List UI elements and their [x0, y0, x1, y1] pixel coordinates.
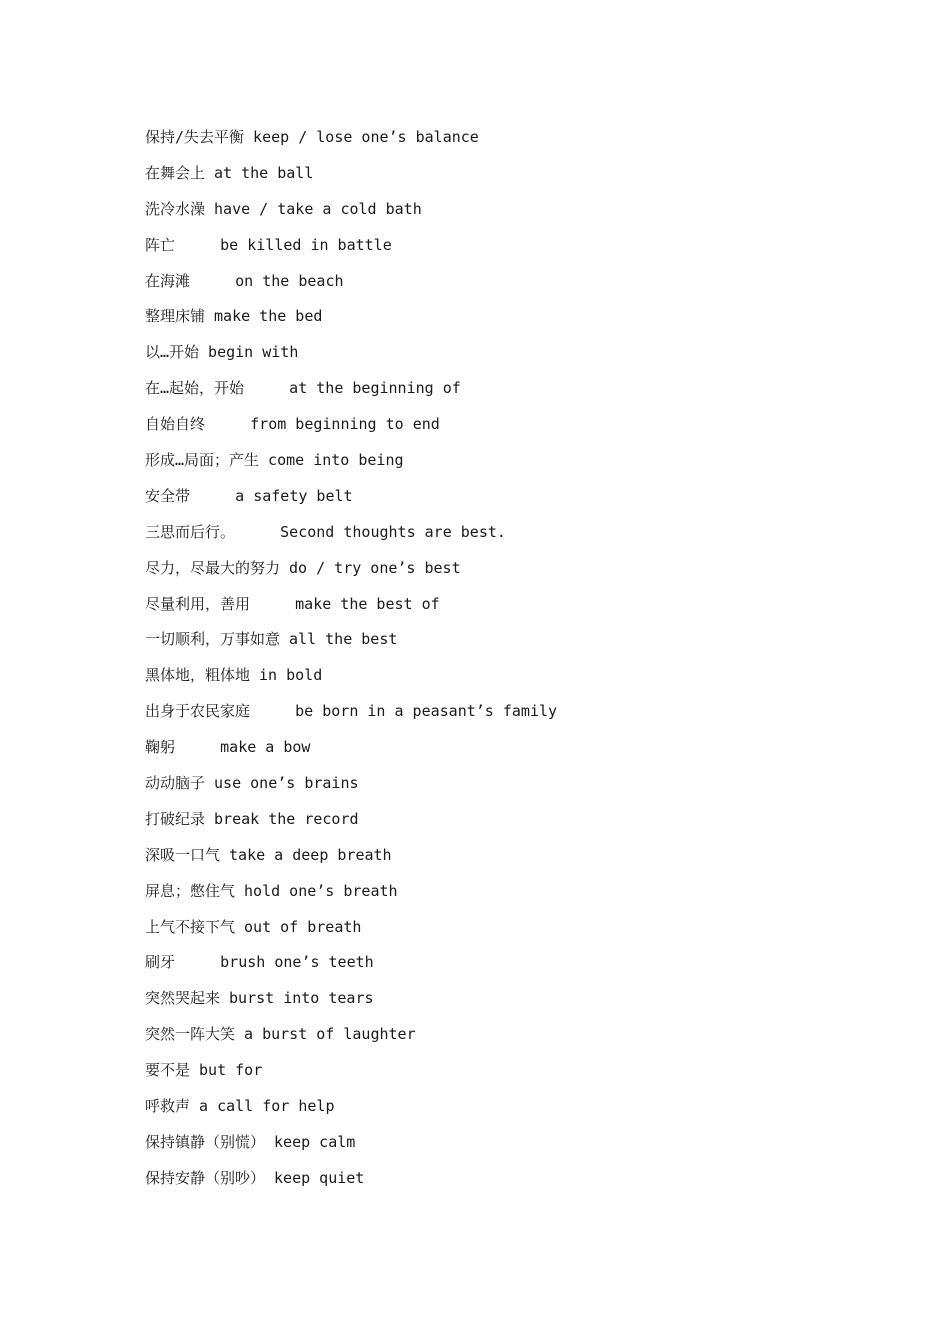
phrase-line: 形成…局面；产生 come into being — [145, 451, 404, 470]
phrase-line: 呼救声 a call for help — [145, 1097, 335, 1116]
phrase-line: 出身于农民家庭 be born in a peasant’s family — [145, 702, 558, 721]
phrase-line: 保持/失去平衡 keep / lose one’s balance — [145, 128, 479, 146]
phrase-line: 上气不接下气 out of breath — [145, 917, 362, 936]
phrase-line: 黑体地，粗体地 in bold — [145, 666, 323, 685]
phrase-line: 屏息；憋住气 hold one’s breath — [145, 881, 398, 900]
phrase-line: 洗冷水澡 have / take a cold bath — [145, 199, 422, 218]
phrase-line: 安全带 a safety belt — [145, 486, 353, 505]
phrase-line: 打破纪录 break the record — [145, 809, 359, 828]
phrase-line: 动动脑子 use one’s brains — [145, 774, 359, 793]
phrase-line: 阵亡 be killed in battle — [145, 235, 392, 254]
phrase-line: 刷牙 brush one’s teeth — [145, 953, 374, 972]
phrase-line: 三思而后行。 Second thoughts are best. — [145, 522, 506, 541]
phrase-line: 突然一阵大笑 a burst of laughter — [145, 1025, 416, 1044]
phrase-line: 尽量利用，善用 make the best of — [145, 594, 440, 613]
phrase-line: 以…开始 begin with — [145, 343, 299, 362]
phrase-line: 自始自终 from beginning to end — [145, 415, 440, 434]
phrase-list — [145, 126, 557, 1203]
phrase-line: 尽力，尽最大的努力 do / try one’s best — [145, 558, 461, 577]
phrase-line: 整理床铺 make the bed — [145, 307, 323, 326]
phrase-line: 一切顺利，万事如意 all the best — [145, 630, 398, 649]
phrase-line: 深吸一口气 take a deep breath — [145, 845, 392, 864]
phrase-line: 要不是 but for — [145, 1061, 263, 1080]
phrase-line: 突然哭起来 burst into tears — [145, 989, 374, 1008]
phrase-line: 保持安静（别吵） keep quiet — [145, 1168, 365, 1187]
phrase-line: 鞠躬 make a bow — [145, 738, 311, 757]
phrase-line: 在舞会上 at the ball — [145, 163, 314, 182]
phrase-line: 在海滩 on the beach — [145, 271, 344, 290]
phrase-line: 保持镇静（别慌） keep calm — [145, 1132, 356, 1151]
phrase-line: 在…起始，开始 at the beginning of — [145, 379, 461, 398]
